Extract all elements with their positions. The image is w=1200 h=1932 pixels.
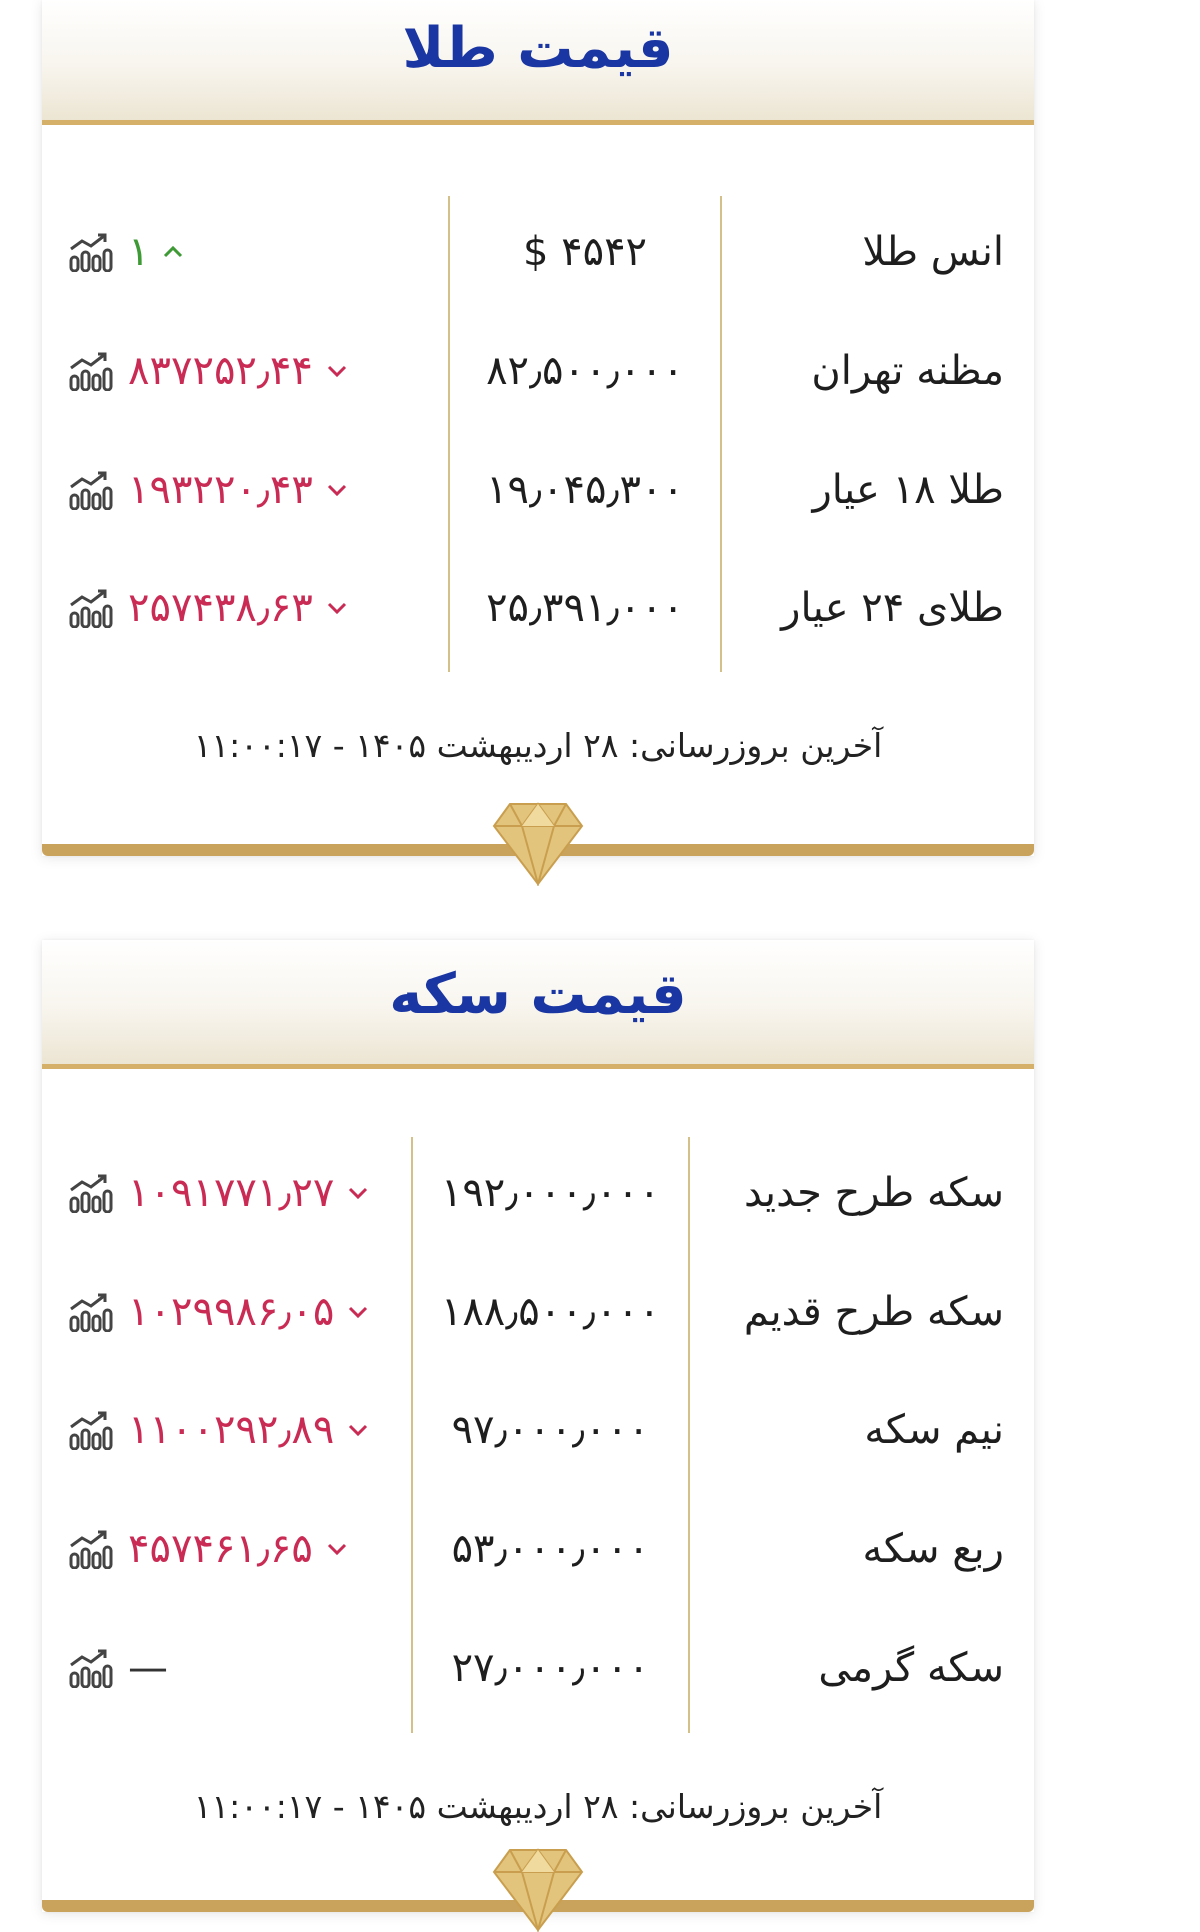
item-change bbox=[68, 1509, 349, 1589]
item-price: ۱۹٫۰۴۵٫۳۰۰ bbox=[486, 467, 684, 513]
bar-chart-icon[interactable] bbox=[68, 1173, 114, 1213]
gold-row-24k[interactable] bbox=[42, 568, 1034, 648]
item-name: مظنه تهران bbox=[811, 348, 1004, 394]
item-change bbox=[68, 568, 349, 648]
item-change bbox=[68, 450, 349, 530]
item-price: ۲۷٫۰۰۰٫۰۰۰ bbox=[451, 1645, 650, 1691]
change-value: ۱ bbox=[128, 229, 150, 275]
change-value: ۱۱۰۰۲۹۲٫۸۹ bbox=[128, 1407, 335, 1453]
diamond-icon bbox=[492, 800, 584, 886]
item-price: ۵۳٫۰۰۰٫۰۰۰ bbox=[451, 1526, 650, 1572]
item-name: سکه طرح قدیم bbox=[743, 1289, 1004, 1335]
bar-chart-icon[interactable] bbox=[68, 232, 114, 272]
chevron-down-icon bbox=[346, 1418, 370, 1442]
change-value: ۱۰۹۱۷۷۱٫۲۷ bbox=[128, 1170, 335, 1216]
bar-chart-icon[interactable] bbox=[68, 1410, 114, 1450]
gold-row-ounce[interactable] bbox=[42, 212, 1034, 292]
item-name: انس طلا bbox=[862, 229, 1004, 275]
coin-card-title: قیمت سکه bbox=[389, 962, 687, 1027]
coin-row-new-design[interactable] bbox=[42, 1153, 1034, 1233]
item-price: ۲۵٫۳۹۱٫۰۰۰ bbox=[486, 585, 684, 631]
coin-row-gram[interactable] bbox=[42, 1628, 1034, 1708]
item-change bbox=[68, 1272, 370, 1352]
item-change bbox=[68, 1390, 370, 1470]
item-price: ۸۲٫۵۰۰٫۰۰۰ bbox=[486, 348, 684, 394]
chevron-down-icon bbox=[346, 1181, 370, 1205]
coin-row-quarter[interactable] bbox=[42, 1509, 1034, 1589]
bar-chart-icon[interactable] bbox=[68, 470, 114, 510]
item-name: نیم سکه bbox=[864, 1407, 1004, 1453]
coin-row-half[interactable] bbox=[42, 1390, 1034, 1470]
chevron-down-icon bbox=[325, 359, 349, 383]
chevron-down-icon bbox=[325, 596, 349, 620]
change-value: — bbox=[128, 1645, 168, 1691]
gold-price-card bbox=[42, 0, 1034, 856]
diamond-icon bbox=[492, 1846, 584, 1932]
last-update-text: آخرین بروزرسانی: ۲۸ اردیبهشت ۱۴۰۵ - ۱۱:۰۰:۱۷ bbox=[193, 726, 883, 765]
item-price: ۱۹۲٫۰۰۰٫۰۰۰ bbox=[440, 1170, 661, 1216]
bar-chart-icon[interactable] bbox=[68, 1292, 114, 1332]
coin-card-header bbox=[42, 940, 1034, 1069]
chevron-down-icon bbox=[325, 1537, 349, 1561]
item-change bbox=[68, 212, 185, 292]
chevron-down-icon bbox=[325, 478, 349, 502]
item-price: ۹۷٫۰۰۰٫۰۰۰ bbox=[451, 1407, 650, 1453]
coin-row-old-design[interactable] bbox=[42, 1272, 1034, 1352]
item-price: ۱۸۸٫۵۰۰٫۰۰۰ bbox=[440, 1289, 661, 1335]
bar-chart-icon[interactable] bbox=[68, 1529, 114, 1569]
last-update-text: آخرین بروزرسانی: ۲۸ اردیبهشت ۱۴۰۵ - ۱۱:۰۰:۱۷ bbox=[193, 1787, 883, 1826]
chevron-down-icon bbox=[346, 1300, 370, 1324]
item-change bbox=[68, 1153, 370, 1233]
gold-card-title: قیمت طلا bbox=[402, 16, 674, 81]
bar-chart-icon[interactable] bbox=[68, 588, 114, 628]
change-value: ۸۳۷۲۵۲٫۴۴ bbox=[128, 348, 313, 394]
bar-chart-icon[interactable] bbox=[68, 1648, 114, 1688]
item-name: طلا ۱۸ عیار bbox=[812, 467, 1004, 513]
item-name: ربع سکه bbox=[862, 1526, 1004, 1572]
gold-row-18k[interactable] bbox=[42, 450, 1034, 530]
bar-chart-icon[interactable] bbox=[68, 351, 114, 391]
item-change bbox=[68, 1628, 168, 1708]
change-value: ۲۵۷۴۳۸٫۶۳ bbox=[128, 585, 313, 631]
gold-card-header bbox=[42, 0, 1034, 125]
item-name: سکه طرح جدید bbox=[743, 1170, 1004, 1216]
gold-row-tehran[interactable] bbox=[42, 331, 1034, 411]
coin-price-card bbox=[42, 940, 1034, 1912]
item-price: $ ۴۵۴۲ bbox=[522, 229, 648, 275]
change-value: ۱۹۳۲۲۰٫۴۳ bbox=[128, 467, 313, 513]
item-name: سکه گرمی bbox=[818, 1645, 1004, 1691]
change-value: ۴۵۷۴۶۱٫۶۵ bbox=[128, 1526, 313, 1572]
item-name: طلای ۲۴ عیار bbox=[781, 585, 1004, 631]
chevron-up-icon bbox=[161, 240, 185, 264]
item-change bbox=[68, 331, 349, 411]
change-value: ۱۰۲۹۹۸۶٫۰۵ bbox=[128, 1289, 335, 1335]
